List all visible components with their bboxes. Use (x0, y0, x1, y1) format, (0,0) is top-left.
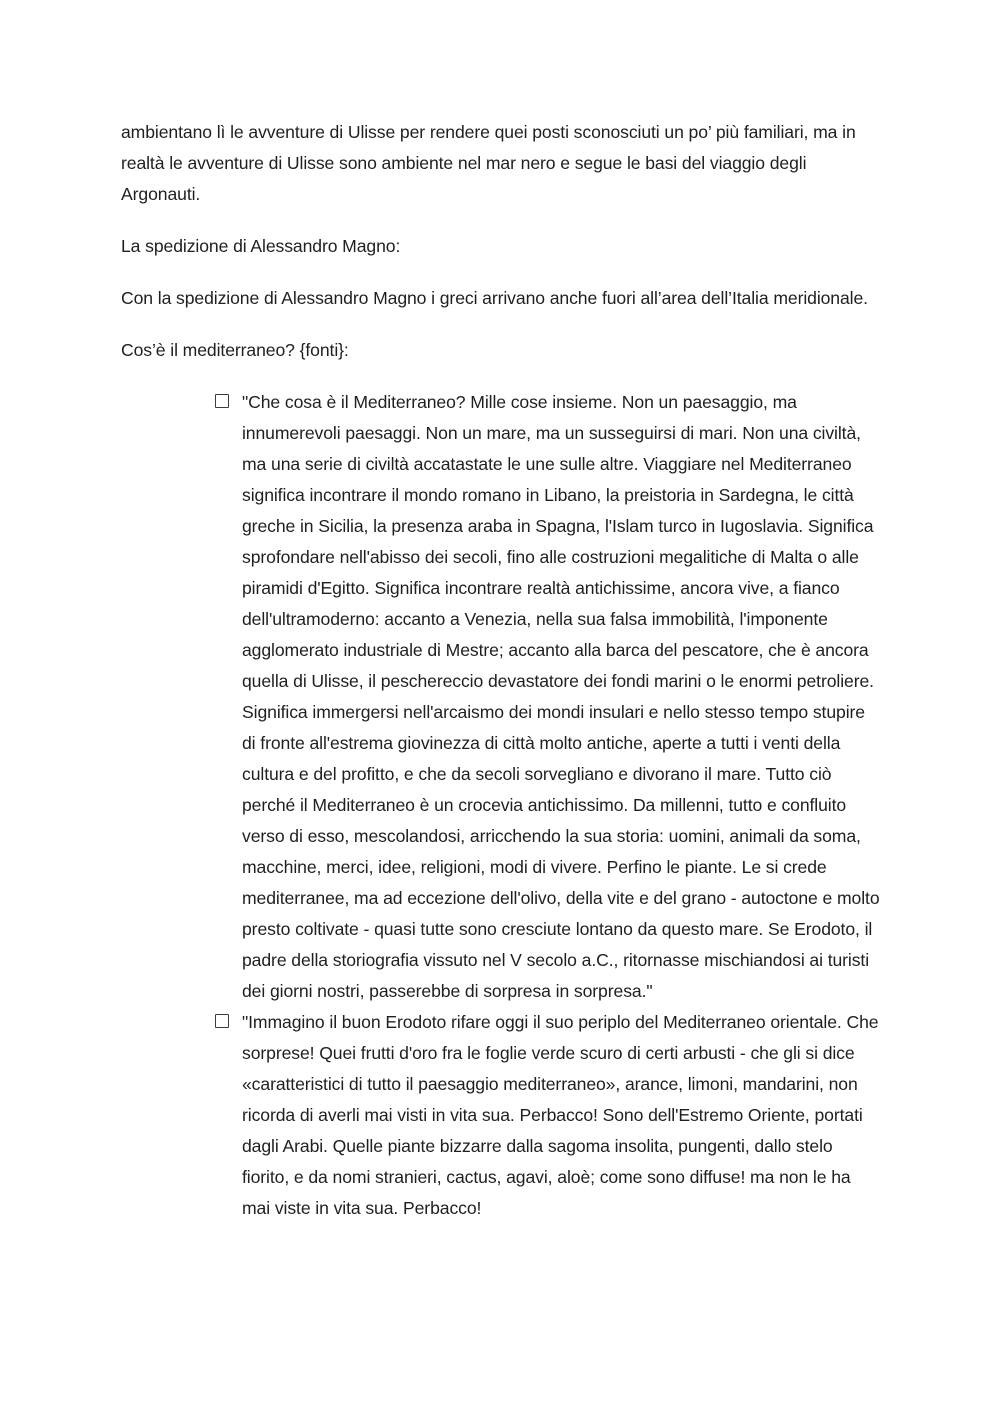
checklist-item (215, 1007, 881, 1224)
checkbox-unchecked[interactable] (215, 1014, 229, 1028)
checklist-item (215, 387, 881, 1007)
paragraph-alessandro: Con la spedizione di Alessandro Magno i greci arrivano anche fuori all’area dell’Italia meridionale. (121, 288, 868, 308)
paragraph-heading-alessandro: La spedizione di Alessandro Magno: (121, 236, 401, 256)
paragraph-intro: ambientano lì le avventure di Ulisse per rendere quei posti sconosciuti un po’ più familiari, ma in realtà le avventure di Ulisse sono ambiente nel mar nero e segue le basi del viaggio degli Argonauti. (121, 122, 856, 204)
checkbox-unchecked[interactable] (215, 394, 229, 408)
checklist-item-text: "Immagino il buon Erodoto rifare oggi il suo periplo del Mediterraneo orientale. Che sorprese! Quei frutti d'oro fra le foglie verde scuro di certi arbusti - che gli si dice «caratteristici di tutto il paesaggio mediterraneo», arance, limoni, mandarini, non ricorda di averli mai visti in vita sua. Perbacco! Sono dell'Estremo Oriente, portati dagli Arabi. Quelle piante bizzarre dalla sagoma insolita, pungenti, dallo stelo fiorito, e da nomi stranieri, cactus, agavi, aloè; come sono diffuse! ma non le ha mai viste in vita sua. Perbacco! (242, 1012, 879, 1218)
document-body (121, 117, 881, 1224)
paragraph-heading-mediterraneo: Cos’è il mediterraneo? {fonti}: (121, 340, 349, 360)
checklist-item-text: "Che cosa è il Mediterraneo? Mille cose insieme. Non un paesaggio, ma innumerevoli paesaggi. Non un mare, ma un susseguirsi di mari. Non una civiltà, ma una serie di civiltà accatastate le une sulle altre. Viaggiare nel Mediterraneo significa incontrare il mondo romano in Libano, la preistoria in Sardegna, le città greche in Sicilia, la presenza araba in Spagna, l'Islam turco in Iugoslavia. Significa sprofondare nell'abisso dei secoli, fino alle costruzioni megalitiche di Malta o alle piramidi d'Egitto. Significa incontrare realtà antichissime, ancora vive, a fianco dell'ultramoderno: accanto a Venezia, nella sua falsa immobilità, l'imponente agglomerato industriale di Mestre; accanto alla barca del pescatore, che è ancora quella di Ulisse, il peschereccio devastatore dei fondi marini o le enormi petroliere. Significa immergersi nell'arcaismo dei mondi insulari e nello stesso tempo stupire di fronte all'estrema giovinezza di città molto antiche, aperte a tutti i venti della cultura e del profitto, e che da secoli sorvegliano e divorano il mare. Tutto ciò perché il Mediterraneo è un crocevia antichissimo. Da millenni, tutto e confluito verso di esso, mescolandosi, arricchendo la sua storia: uomini, animali da soma, macchine, merci, idee, religioni, modi di vivere. Perfino le piante. Le si crede mediterranee, ma ad eccezione dell'olivo, della vite e del grano - autoctone e molto presto coltivate - quasi tutte sono cresciute lontano da questo mare. Se Erodoto, il padre della storiografia vissuto nel V secolo a.C., ritornasse mischiandosi ai turisti dei giorni nostri, passerebbe di sorpresa in sorpresa." (242, 392, 880, 1001)
sources-checklist (121, 387, 881, 1224)
